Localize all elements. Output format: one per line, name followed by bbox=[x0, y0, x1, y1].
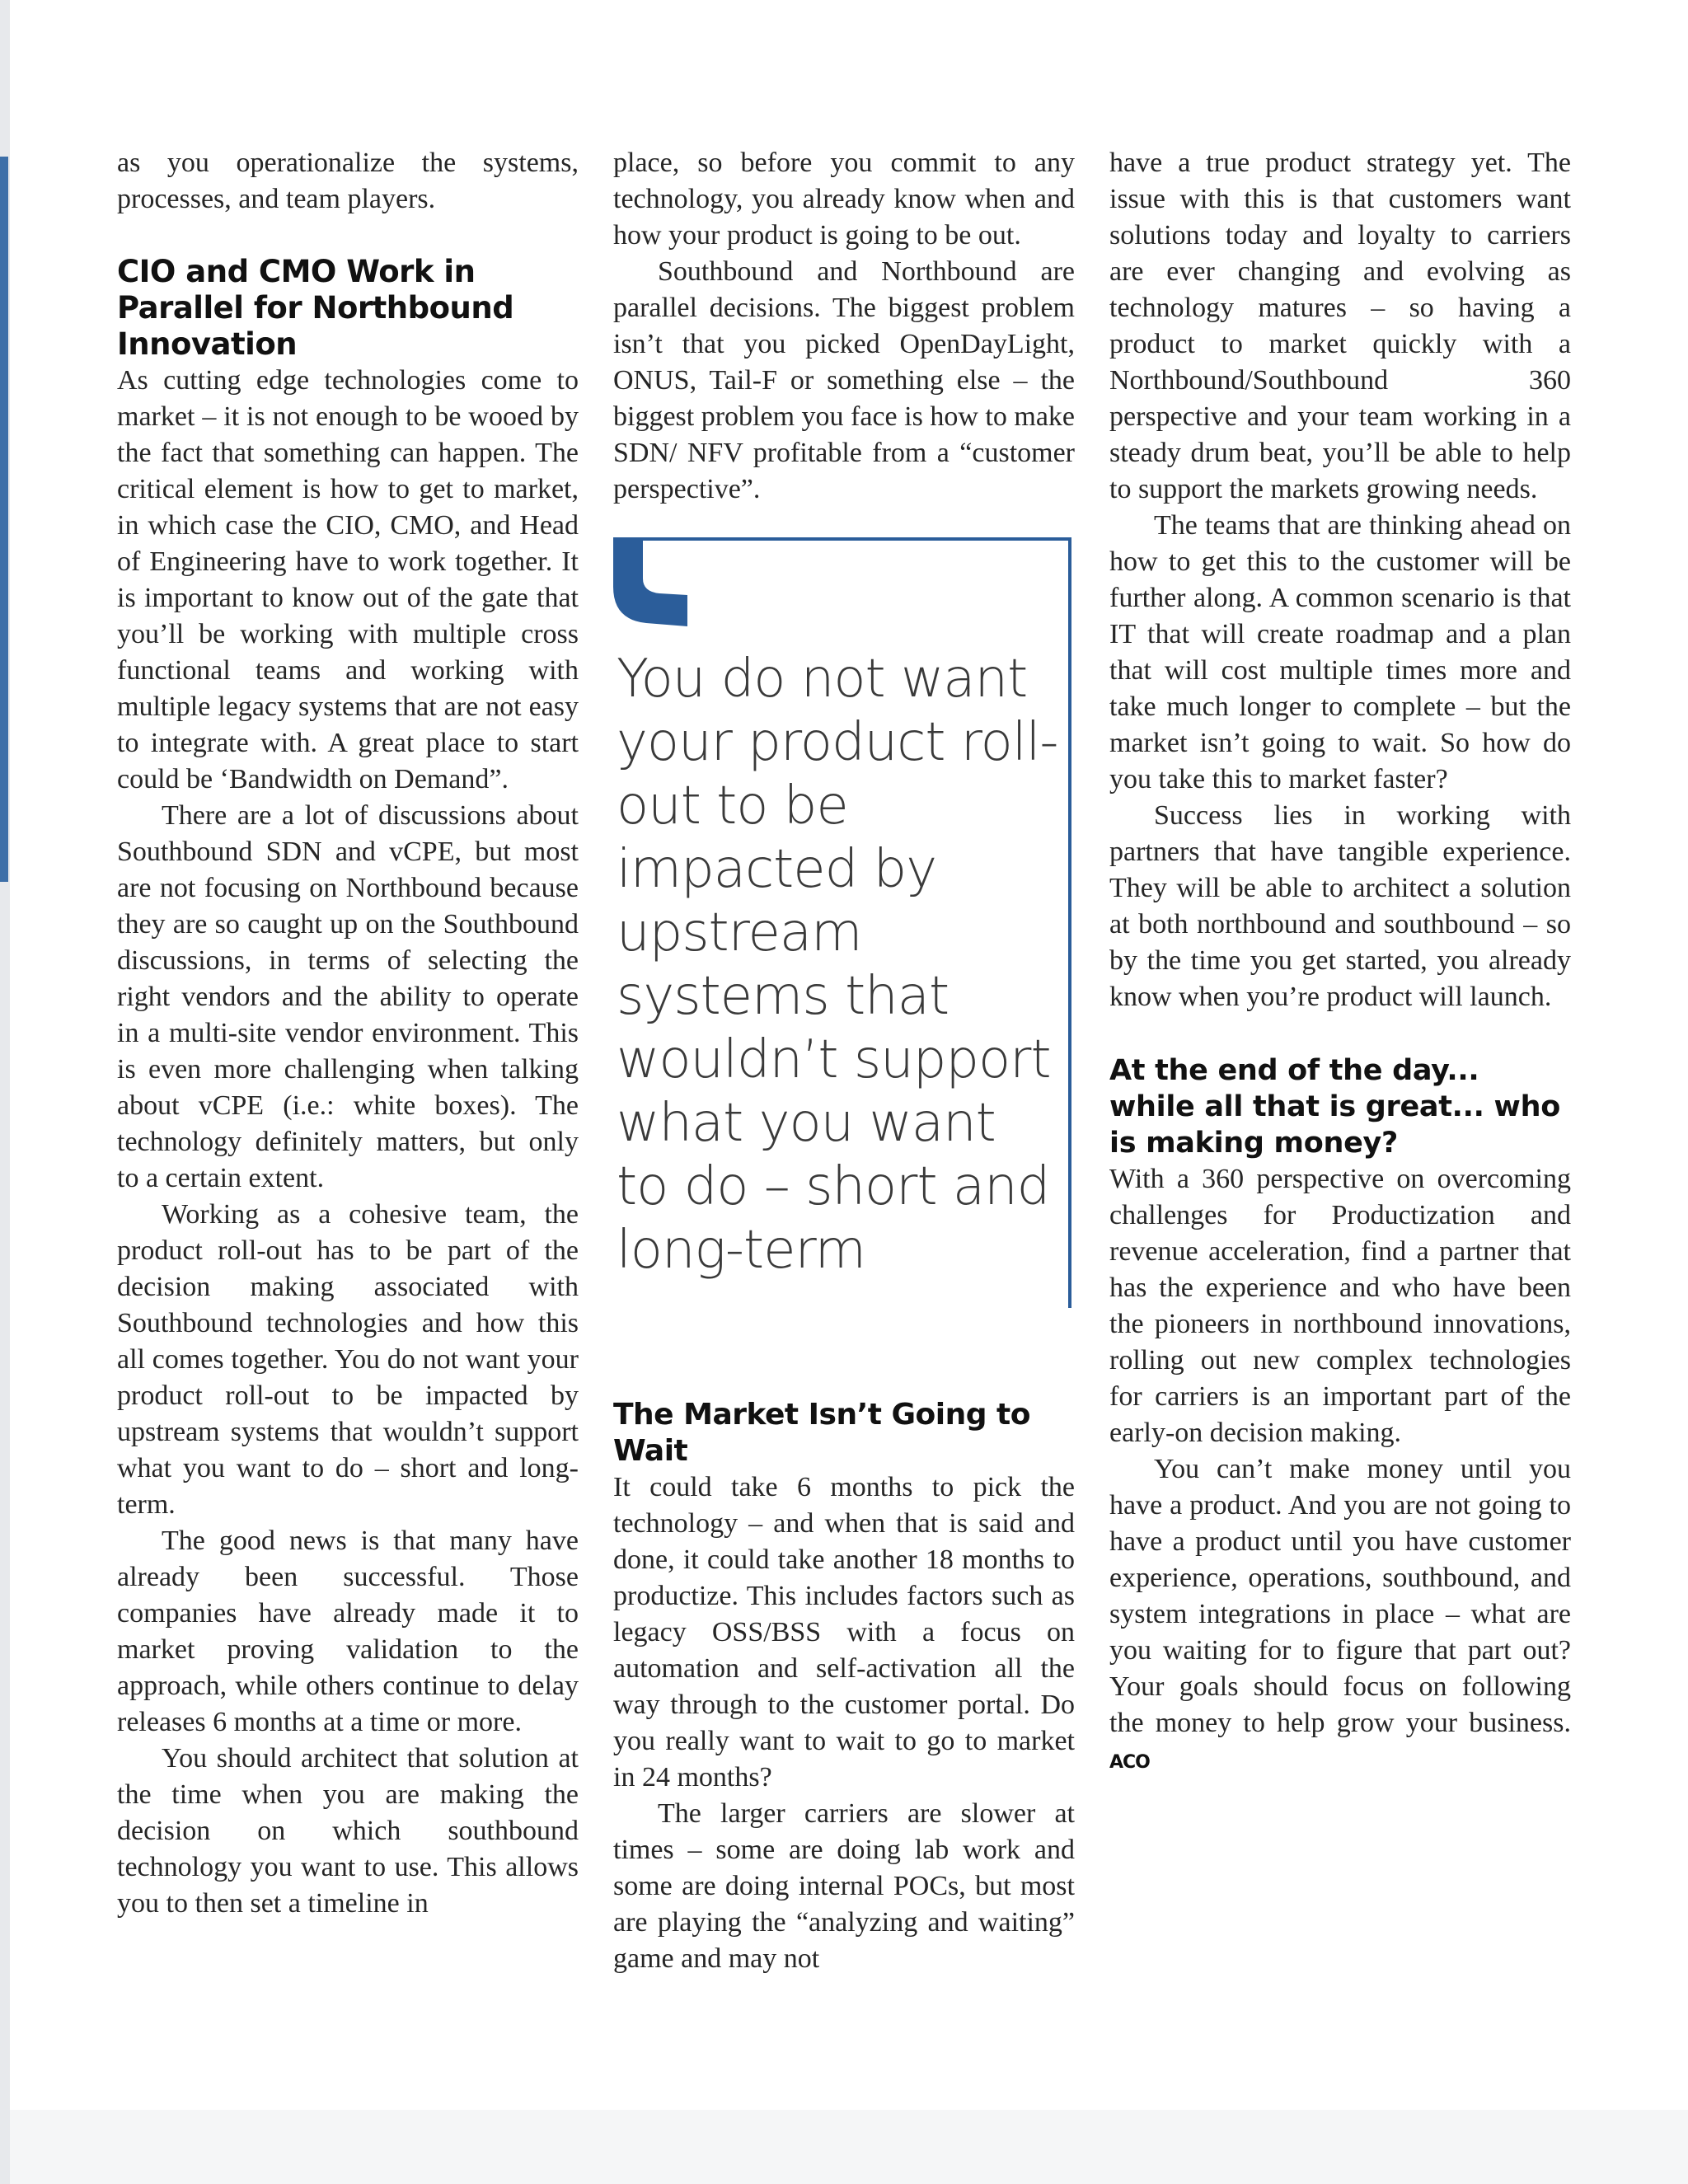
paragraph: The teams that are thinking ahead on how to get this to the customer will be further along. A common scenario is that IT that will create roadmap and a plan that will cost multiple times more and take much longer to complete – but the market isn’t going to wait. So how do you take this to market faster? bbox=[1109, 510, 1571, 794]
article-column-3 bbox=[1109, 145, 1571, 1781]
paragraph: place, so before you commit to any technology, you already know when and how your product is going to be out. bbox=[613, 148, 1075, 251]
paragraph: The good news is that many have already been successful. Those companies have already made it to market proving validation to the approach, while others continue to delay releases 6 months at a time or more. bbox=[117, 1526, 579, 1737]
paragraph: With a 360 perspective on overcoming challenges for Productization and revenue acceleration, find a partner that has the experience and who have been the pioneers in northbound innovations, rolling out new complex technologies for carriers is an important part of the early-on decision making. bbox=[1109, 1164, 1571, 1448]
paragraph-text: You can’t make money until you have a product. And you are not going to have a product until you have customer experience, operations, southbound, and system integrations in place – what are you waiting for to figure that part out? Your goals should focus on following the money to help grow your business. bbox=[1109, 1454, 1571, 1738]
page-bottom-band bbox=[10, 2110, 1688, 2184]
paragraph: The larger carriers are slower at times – some are doing lab work and some are doing internal POCs, but most are playing the “analyzing and waiting” game and may not bbox=[613, 1798, 1075, 1974]
paragraph: Southbound and Northbound are parallel decisions. The biggest problem isn’t that you picked OpenDayLight, ONUS, Tail-F or something else – the biggest problem you face is how to make SDN/ NFV profitable from a “customer perspective”. bbox=[613, 256, 1075, 504]
article-column-2 bbox=[613, 145, 1075, 1977]
paragraph: Working as a cohesive team, the product roll-out has to be part of the decision making associated with Southbound technologies and how this all comes together. You do not want your product roll-out to be impacted by upstream systems that wouldn’t support what you want to do – short and long-term. bbox=[117, 1199, 579, 1520]
pull-quote bbox=[613, 537, 1071, 1308]
page-color-stripe bbox=[0, 157, 8, 882]
paragraph: Success lies in working with partners that have tangible experience. They will be able to architect a solution at both northbound and southbound – so by the time you get started, you already know when you’re product will launch. bbox=[1109, 800, 1571, 1012]
section-heading: At the end of the day... while all that is great... who is making money? bbox=[1109, 1054, 1560, 1160]
section-heading: CIO and CMO Work in Parallel for Northbound Innovation bbox=[117, 254, 514, 362]
article-column-1 bbox=[117, 145, 579, 1922]
quote-mark-icon bbox=[613, 541, 687, 640]
end-mark: ACO bbox=[1109, 1752, 1150, 1773]
paragraph: As cutting edge technologies come to market – it is not enough to be wooed by the fact that something can happen. The critical element is how to get to market, in which case the CIO, CMO, and Head of Engineering have to work together. It is important to know out of the gate that you’ll be working with multiple cross functional teams and working with multiple legacy systems that are not easy to integrate with. A great place to start could be ‘Bandwidth on Demand”. bbox=[117, 365, 579, 794]
pull-quote-text: You do not want your product roll-out to be impacted by upstream systems that wouldn’t support what you want to do – short and long-term bbox=[617, 649, 1058, 1281]
paragraph: It could take 6 months to pick the technology – and when that is said and done, it could take another 18 months to productize. This includes factors such as legacy OSS/BSS with a focus on automation and self-activation all the way through to the customer portal. Do you really want to wait to go to market in 24 months? bbox=[613, 1472, 1075, 1793]
paragraph: have a true product strategy yet. The issue with this is that customers want solutions today and loyalty to carriers are ever changing and evolving as technology matures – so having a product to market quickly with a Northbound/Southbound 360 perspective and your team working in a steady drum beat, you’ll be able to help to support the markets growing needs. bbox=[1109, 148, 1571, 504]
paragraph bbox=[1109, 1451, 1571, 1781]
paragraph: There are a lot of discussions about Southbound SDN and vCPE, but most are not focusing on Northbound because they are so caught up on the Southbound discussions, in terms of selecting the right vendors and the ability to operate in a multi-site vendor environment. This is even more challenging when talking about vCPE (i.e.: white boxes). The technology definitely matters, but only to a certain extent. bbox=[117, 800, 579, 1193]
paragraph: You should architect that solution at the time when you are making the decision on which southbound technology you want to use. This allows you to then set a timeline in bbox=[117, 1743, 579, 1919]
section-heading: The Market Isn’t Going to Wait bbox=[613, 1398, 1031, 1468]
paragraph: as you operationalize the systems, processes, and team players. bbox=[117, 148, 579, 214]
